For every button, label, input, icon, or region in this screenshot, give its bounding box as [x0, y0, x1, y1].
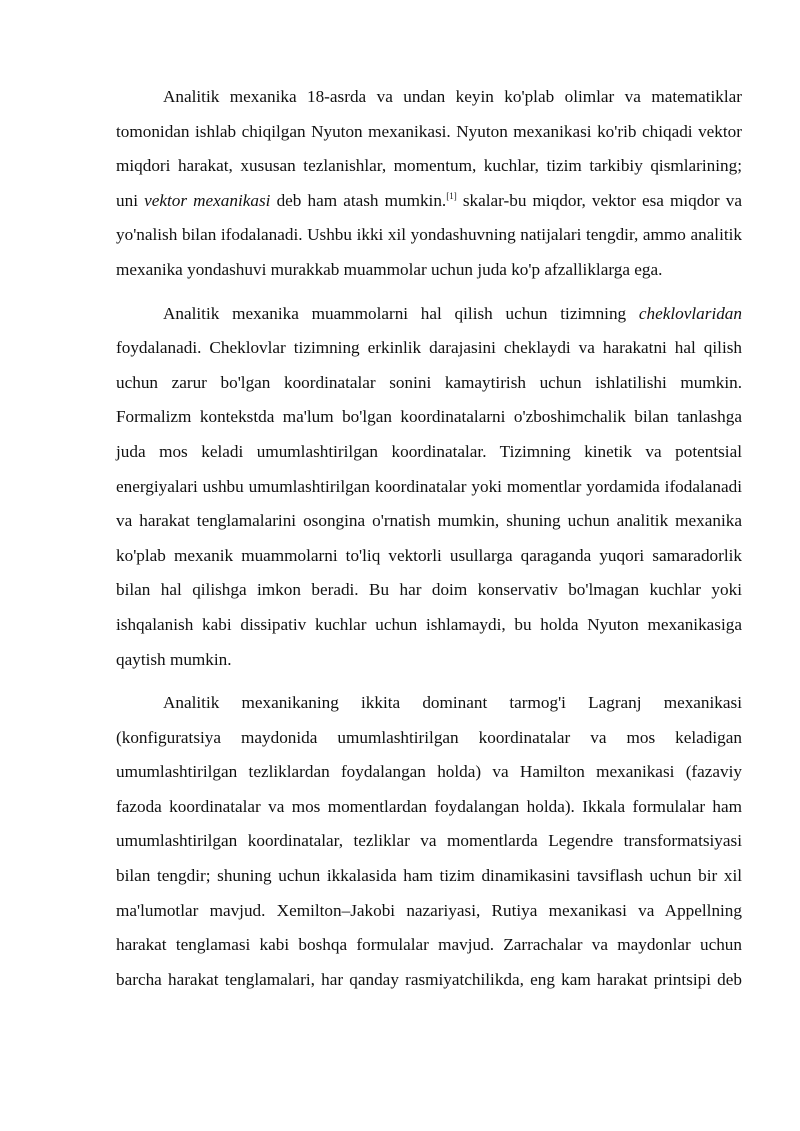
- text-run: Analitik mexanikaning ikkita dominant tarmog'i Lagranj mexanikasi (konfiguratsiya maydonida umumlashtirilgan koordinatalar va mos keladigan umumlashtirilgan tezliklardan foydalangan holda) va Hamilton mexanikasi (fazaviy fazoda koordinatalar va mos momentlardan foydalangan holda). Ikkala formulalar ham umumlashtirilgan koordinatalar, tezliklar va momentlarda Legendre transformatsiyasi bilan tengdir; shuning uchun ikkalasida ham tizim dinamikasini tavsiflash uchun bir xil ma'lumotlar mavjud. Xemilton–Jakobi nazariyasi, Rutiya mexanikasi va Appellning harakat tenglamasi kabi boshqa formulalar mavjud. Zarrachalar va maydonlar uchun barcha harakat tenglamalari, har qanday rasmiyatchilikda, eng kam harakat printsipi deb: [116, 693, 742, 989]
- document-body: [116, 80, 742, 1006]
- italic-term-constraints: cheklovlaridan: [638, 303, 742, 323]
- text-run: Analitik mexanika 18-asrda va undan keyin ko'plab olimlar va matematiklar tomonidan ishlab chiqilgan Nyuton mexanikasi. Nyuton mexanikasi ko'rib chiqadi vektor miqdori harakat, xususan tezlanishlar, momentum, kuchlar, tizim tarkibiy qismlarining; uni: [116, 87, 742, 210]
- text-run: skalar-bu miqdor, vektor esa miqdor va yo'nalish bilan ifodalanadi. Ushbu ikki xil yondashuvning natijalari tengdir, ammo analitik mexanika yondashuvi murakkab muammolar uchun juda ko'p afzalliklarga ega.: [116, 190, 742, 279]
- italic-term-vector-mechanics: vektor mexanikasi: [144, 190, 271, 210]
- text-run: deb ham atash mumkin.: [270, 190, 447, 210]
- paragraph-constraints: [116, 297, 742, 678]
- text-run: foydalanadi. Cheklovlar tizimning erkinlik darajasini cheklaydi va harakatni hal qilish uchun zarur bo'lgan koordinatalar sonini kamaytirish uchun ishlatilishi mumkin. Formalizm kontekstda ma'lum bo'lgan koordinatalarni o'zboshimchalik bilan tanlashga juda mos keladi umumlashtirilgan koordinatalar. Tizimning kinetik va potentsial energiyalari ushbu umumlashtirilgan koordinatalar yoki momentlar yordamida ifodalanadi va harakat tenglamalarini osongina o'rnatish mumkin, shuning uchun analitik mexanika ko'plab mexanik muammolarni to'liq vektorli usullarga qaraganda yuqori samaradorlik bilan hal qilishga imkon beradi. Bu har doim konservativ bo'lmagan kuchlar yoki ishqalanish kabi dissipativ kuchlar uchun ishlamaydi, bu holda Nyuton mexanikasiga qaytish mumkin.: [116, 338, 742, 669]
- paragraph-lagrangian-hamiltonian: [116, 686, 742, 997]
- text-run: Analitik mexanika muammolarni hal qilish uchun tizimning: [163, 303, 639, 323]
- paragraph-analytic-mechanics-intro: [116, 80, 742, 288]
- citation-reference-link[interactable]: [1]: [446, 190, 457, 201]
